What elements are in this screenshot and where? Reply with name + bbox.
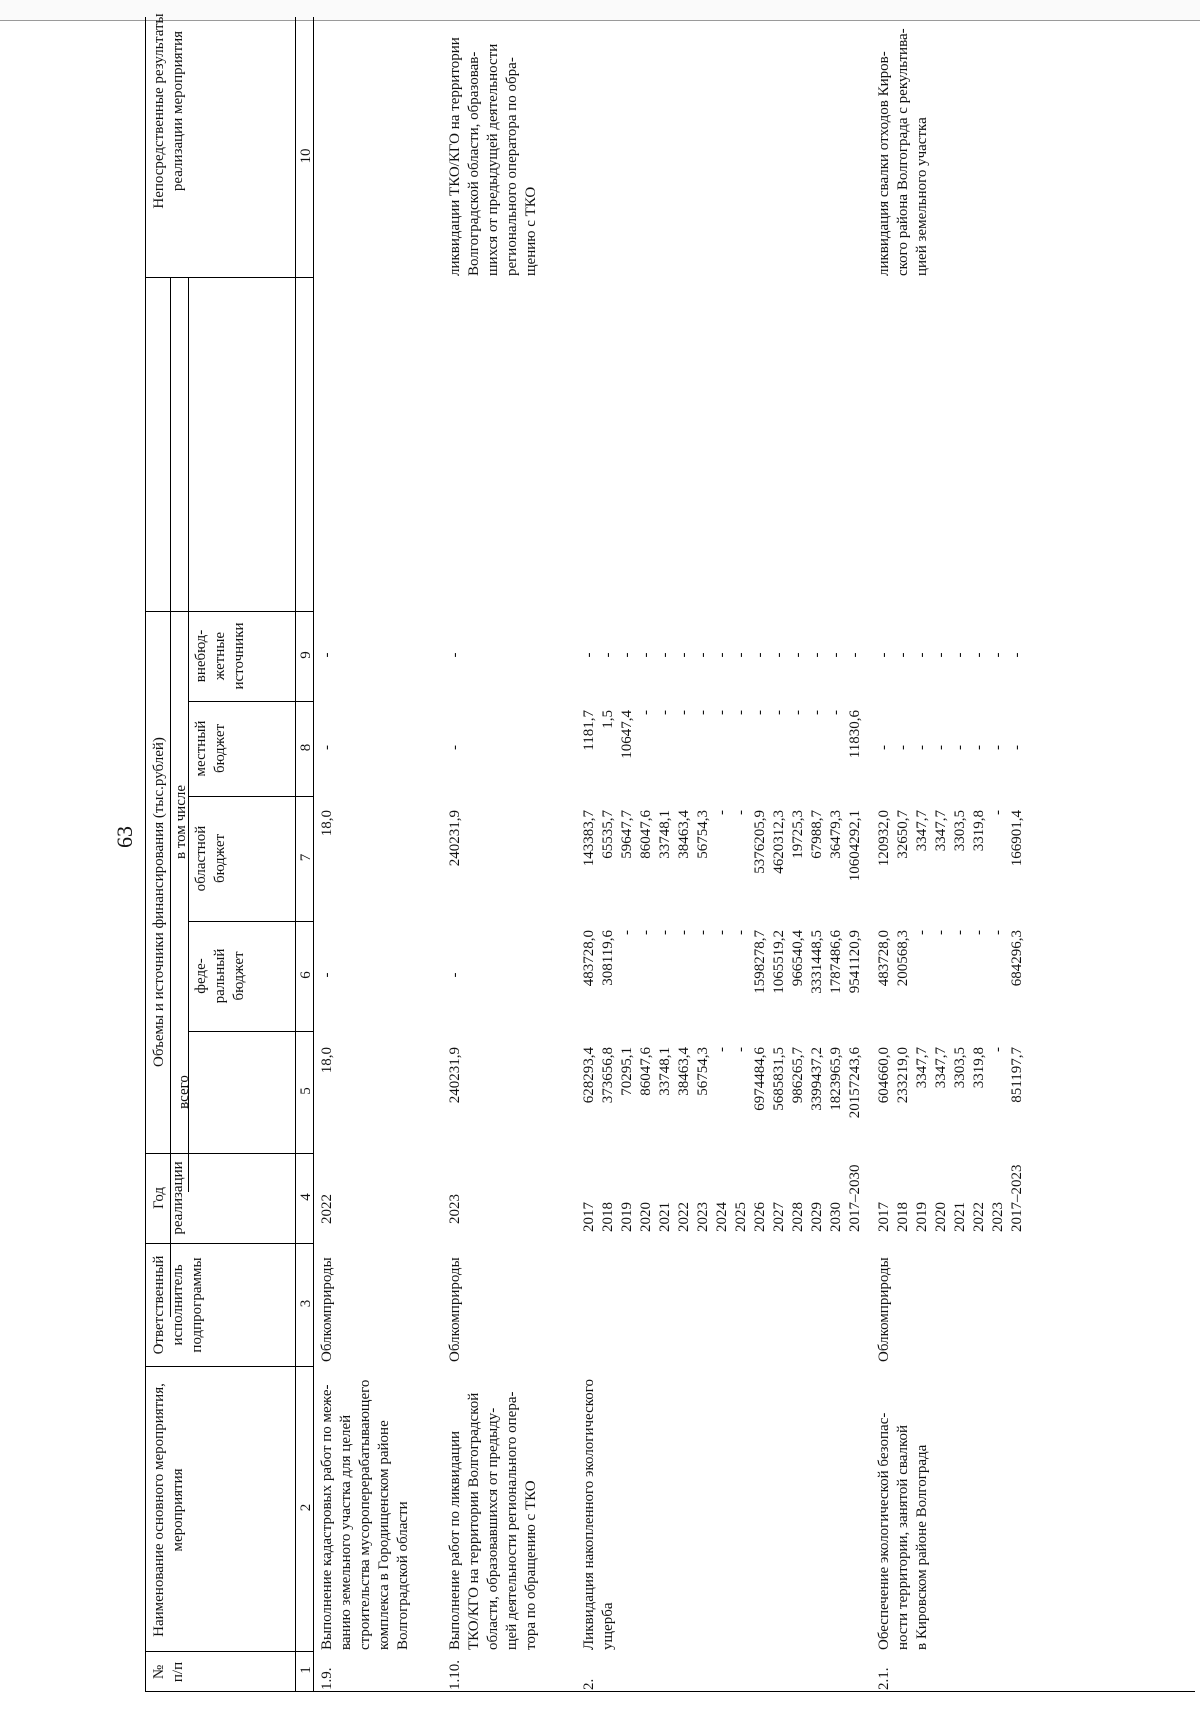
header-col10: Непосредственные результаты реализации мероприятия [151,13,186,209]
row-2-1-years: 2017 2018 2019 2020 2021 2022 2023 2017–2023 [876,1164,1025,1232]
header-col5: всего [176,1075,192,1109]
row-1-9-id: 1.9. [319,1667,335,1690]
row-2-1-id: 2.1. [876,1667,892,1690]
header-in-that-number: в том числе [173,784,189,860]
row-1-10-name: Выполнение работ по ликвидации ТКО/КГО на территории Волгоградской области, образовавшихся от предыду- щей деятельности регионального опера- тора по обращению с ТКО [447,1391,539,1650]
row-1-9-local: - [319,745,335,750]
row-1-10-local: - [447,745,463,750]
col-number-3: 3 [298,1299,314,1308]
col-number-7: 7 [298,853,314,862]
header-bottom-line [295,17,296,1692]
col-number-8: 8 [298,743,314,752]
table-top-border [145,17,146,1692]
row-1-10-extra: - [447,652,463,658]
row-2-1-total: 604660,0 233219,0 3347,7 3347,7 3303,5 3319,8 - 851197,7 [876,1047,1025,1104]
row-1-9-regional: 18,0 [319,810,335,837]
row-1-10-regional: 240231,9 [447,810,463,867]
col-number-10: 10 [298,148,314,164]
row-2-1-local: - - - - - - - - [876,745,1025,750]
header-col6: феде- ральный бюджет [193,948,247,1004]
divider-col10 [145,277,313,278]
row-2-regional: 143383,7 65535,7 59647,7 86047,6 33748,1 38463,4 56754,3 - - 5376205,9 4620312,3 19725,3 67988,7 36479,3 10604292,1 [581,810,863,882]
col-number-6: 6 [298,971,314,979]
page-number: 63 [112,826,137,848]
row-1-10-result: ликвидации ТКО/КГО на территории Волгоградской области, образовав- шихся от предыдущей деятельности регионального оператора по обра- щению с ТКО [447,37,539,276]
row-2-years: 2017 2018 2019 2020 2021 2022 2023 2024 2025 2026 2027 2028 2029 2030 2017–2030 [581,1164,863,1232]
row-1-10-federal: - [447,972,463,978]
col-number-2: 2 [298,1503,314,1512]
header-col8: местный бюджет [193,720,228,777]
row-1-9-federal: - [319,972,335,978]
row-2-1-federal: 483728,0 200568,3 - - - - - 684296,3 [876,930,1025,987]
row-2-1-name: Обеспечение экологической безопас- ности территории, занятой свалкой в Кировском районе Волгограда [876,1412,930,1650]
header-col7: областной бюджет [193,825,228,892]
row-1-10-total: 240231,9 [447,1047,463,1104]
row-2-name: Ликвидация накопленного экологического ущерба [581,1378,616,1650]
row-2-1-extra: - - - - - - - - [876,652,1025,658]
header-col1: № п/п [151,1661,186,1683]
header-col2: Наименование основного мероприятия, мероприятия [151,1383,186,1637]
row-1-10-id: 1.10. [447,1660,463,1690]
row-1-9-total: 18,0 [319,1047,335,1074]
row-2-id: 2. [581,1678,597,1690]
row-1-9-executor: Облкомприроды [319,1257,335,1362]
col-number-5: 5 [298,1087,314,1095]
header-col3: Ответственный исполнитель подпрограммы [151,1255,205,1355]
header-col4: Год реализации [151,1161,186,1235]
row-1-9-years: 2022 [319,1194,335,1224]
row-1-10-executor: Облкомприроды [447,1257,463,1362]
header-col9: внебюд- жетные источники [193,622,247,690]
row-1-9-extra: - [319,652,335,658]
divider-col1 [145,1651,313,1652]
table-left-border [145,1691,1195,1692]
row-2-federal: 483728,0 308119,6 - - - - - - - 1598278,7 1065519,2 966540,4 3331448,5 1787486,6 9541120,9 [581,930,863,994]
row-1-9-name: Выполнение кадастровых работ по меже- ванию земельного участка для целей строительства мусороперерабатывающего комплекса в Городищенском районе Волгоградской области [319,1379,411,1650]
col-number-1: 1 [298,1666,314,1674]
divider-col5 [188,1031,313,1032]
row-2-extra: - - - - - - - - - - - - - - - [581,652,863,658]
row-2-total: 628293,4 373656,8 70295,1 86047,6 33748,1 38463,4 56754,3 - - 6974484,6 5685831,5 986265,7 3399437,2 1823965,9 20157243,6 [581,1047,863,1119]
row-2-1-result: ликвидация свалки отходов Киров- ского района Волгограда с рекультива- цией земельного участка [876,28,930,276]
divider-col3 [145,1243,313,1244]
row-1-10-years: 2023 [447,1194,463,1224]
col-number-4: 4 [298,1193,314,1201]
header-funding-group: Объемы и источники финансирования (тыс.рублей) [151,737,167,1067]
divider-col2 [145,1366,313,1367]
col-number-9: 9 [298,651,314,659]
row-2-1-executor: Облкомприроды [876,1257,892,1362]
row-2-1-regional: 120932,0 32650,7 3347,7 3347,7 3303,5 3319,8 - 166901,4 [876,810,1025,867]
row-2-local: 1181,7 1,5 10647,4 - - - - - - - - - - - 11830,6 [581,710,863,759]
